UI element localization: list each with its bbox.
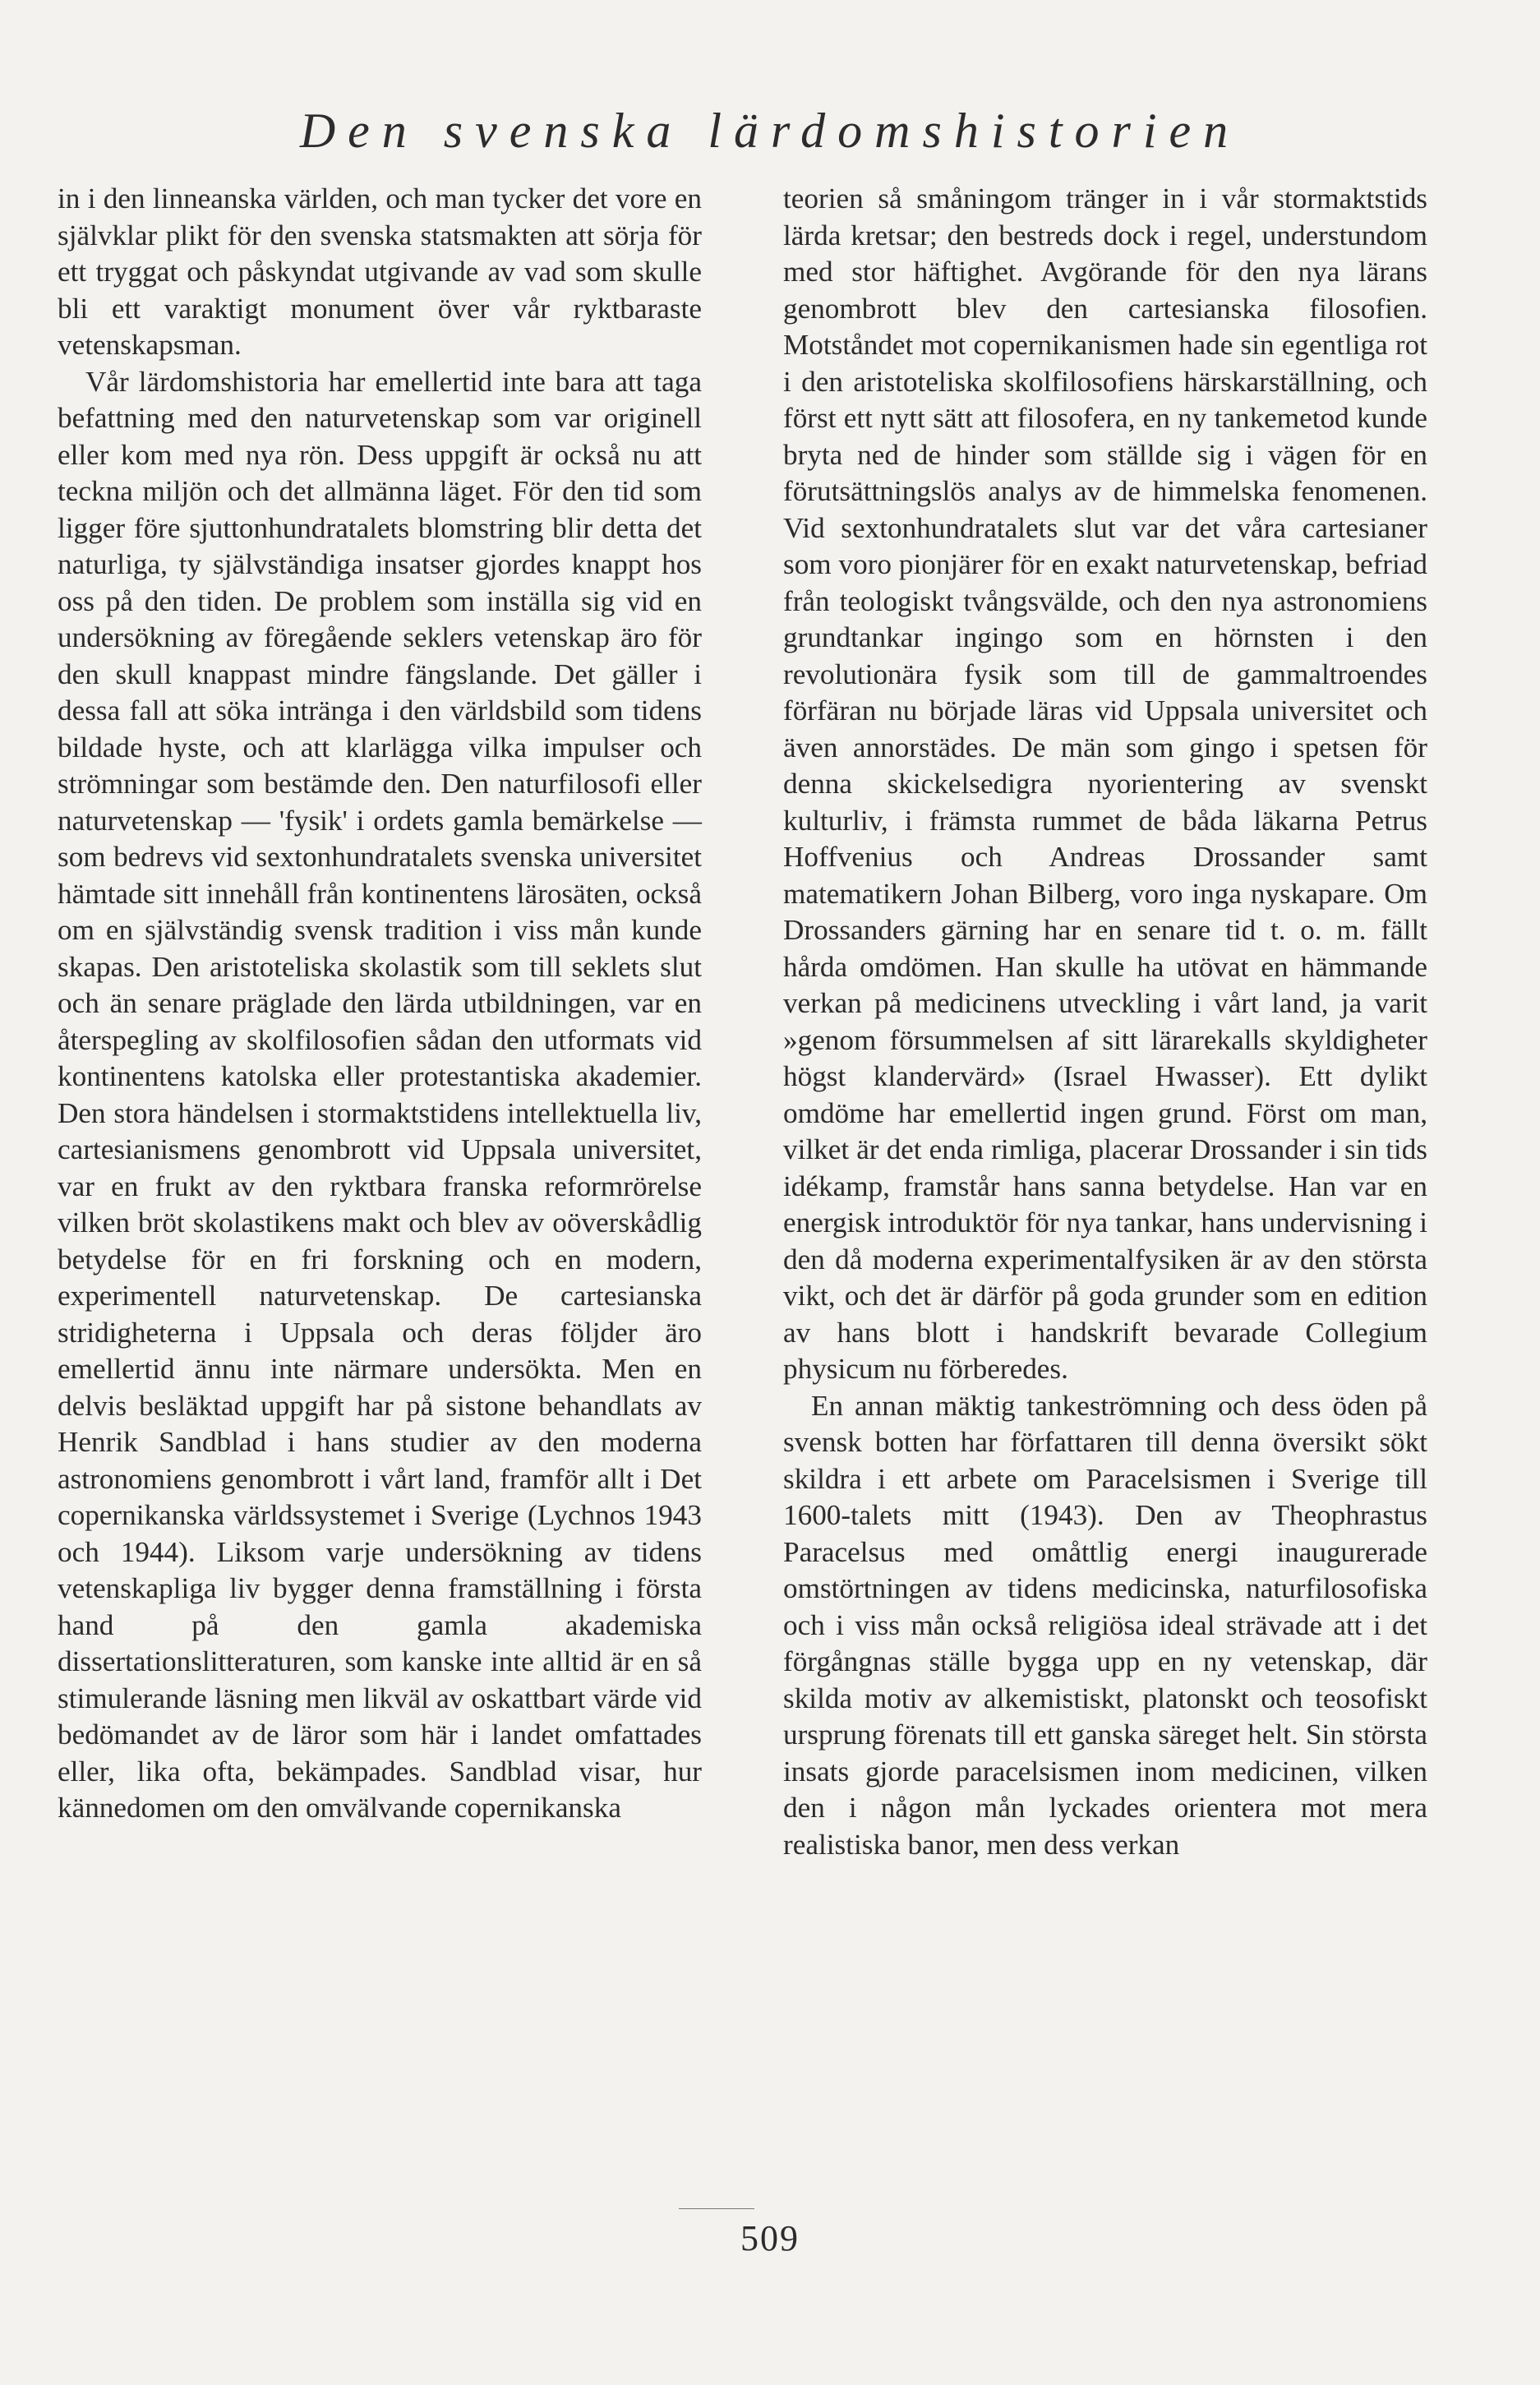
page-number: 509: [740, 2218, 800, 2258]
right-column: [783, 181, 1427, 1863]
paragraph: Vår lärdomshistoria har emellertid inte bara att taga befattning med den naturvetenskap som var originell eller kom med nya rön. Dess uppgift är också nu att teckna miljön och det allmänna läget. För den tid som ligger före sjuttonhundratalets blomstring blir detta det naturliga, ty självständiga insatser gjordes knappt hos oss på den tiden. De problem som inställa sig vid en undersökning av föregående seklers vetenskap äro för den skull knappast mindre fängslande. Det gäller i dessa fall att söka intränga i den världsbild som tidens bildade hyste, och att klarlägga vilka impulser och strömningar som bestämde den. Den naturfilosofi eller naturvetenskap — 'fysik' i ordets gamla bemärkelse — som bedrevs vid sextonhundratalets svenska universitet hämtade sitt innehåll från kontinentens lärosäten, också om en självständig svensk tradition i viss mån kunde skapas. Den aristoteliska skolastik som till seklets slut och än senare präglade den lärda utbildningen, var en återspegling av skolfilosofien sådan den utformats vid kontinentens katolska eller protestantiska akademier. Den stora händelsen i stormaktstidens intellektuella liv, cartesianismens genombrott vid Uppsala universitet, var en frukt av den ryktbara franska reformrörelse vilken bröt skolastikens makt och blev av oöverskådlig betydelse för en fri forskning och en modern, experimentell naturvetenskap. De cartesianska stridigheterna i Uppsala och deras följder äro emellertid ännu inte närmare undersökta. Men en delvis besläktad uppgift har på sistone behandlats av Henrik Sandblad i hans studier av den moderna astronomiens genombrott i vårt land, framför allt i Det copernikanska världssystemet i Sverige (Lychnos 1943 och 1944). Liksom varje undersökning av tidens vetenskapliga liv bygger denna framställning i första hand på den gamla akademiska dissertationslitteraturen, som kanske inte alltid är en så stimulerande läsning men likväl av oskattbart värde vid bedömandet av de läror som här i landet omfattades eller, lika ofta, bekämpades. Sandblad visar, hur kännedomen om den omvälvande copernikanska: [58, 365, 702, 1824]
left-column: [58, 181, 702, 1827]
paragraph: in i den linneanska världen, och man tycker det vore en självklar plikt för den svenska statsmakten att sörja för ett tryggat och påskyndat utgivande av vad som skulle bli ett varaktigt monument över vår ryktbaraste vetenskapsman.: [58, 182, 702, 361]
running-title: Den svenska lärdomshistorien: [299, 104, 1241, 158]
paragraph: teorien så småningom tränger in i vår stormaktstids lärda kretsar; den bestreds dock i regel, understundom med stor häftighet. Avgörande för den nya lärans genombrott blev den cartesianska filosofien. Motståndet mot copernikanismen hade sin egentliga rot i den aristoteliska skolfilosofiens härskarställning, och först ett nytt sätt att filosofera, en ny tankemetod kunde bryta ned de hinder som ställde sig i vägen för en förutsättningslös analys av de himmelska fenomenen. Vid sextonhundratalets slut var det våra cartesianer som voro pionjärer för en exakt naturvetenskap, befriad från teologiskt tvångsvälde, och den nya astronomiens grundtankar ingingo som en hörnsten i den revolutionära fysik som till de gammaltroendes förfäran nu började läras vid Uppsala universitet och även annorstädes. De män som gingo i spetsen för denna skickelsedigra nyorientering av svenskt kulturliv, i främsta rummet de båda läkarna Petrus Hoffvenius och Andreas Drossander samt matematikern Johan Bilberg, voro inga nyskapare. Om Drossanders gärning har en senare tid t. o. m. fällt hårda omdömen. Han skulle ha utövat en hämmande verkan på medicinens utveckling i vårt land, ja varit »genom försummelsen af sitt lärarekalls skyldigheter högst klandervärd» (Israel Hwasser). Ett dylikt omdöme har emellertid ingen grund. Först om man, vilket är det enda rimliga, placerar Drossander i sin tids idékamp, framstår hans sanna betydelse. Han var en energisk introduktör för nya tankar, hans undervisning i den då moderna experimentalfysiken är av den största vikt, och det är därför på goda grunder som en edition av hans blott i handskrift bevarade Collegium physicum nu förberedes.: [783, 182, 1427, 1385]
paragraph: En annan mäktig tankeströmning och dess öden på svensk botten har författaren till denna översikt sökt skildra i ett arbete om Paracelsismen i Sverige till 1600-talets mitt (1943). Den av Theophrastus Paracelsus med omåttlig energi inaugurerade omstörtningen av tidens medicinska, naturfilosofiska och i viss mån också religiösa ideal strävade att i det förgångnas ställe bygga upp en ny vetenskap, där skilda motiv av alkemistiskt, platonskt och teosofiskt ursprung förenats till ett ganska säreget helt. Sin största insats gjorde paracelsismen inom medicinen, vilken den i någon mån lyckades orientera mot mera realistiska banor, men dess verkan: [783, 1389, 1427, 1861]
page-number-rule: [679, 2208, 754, 2209]
